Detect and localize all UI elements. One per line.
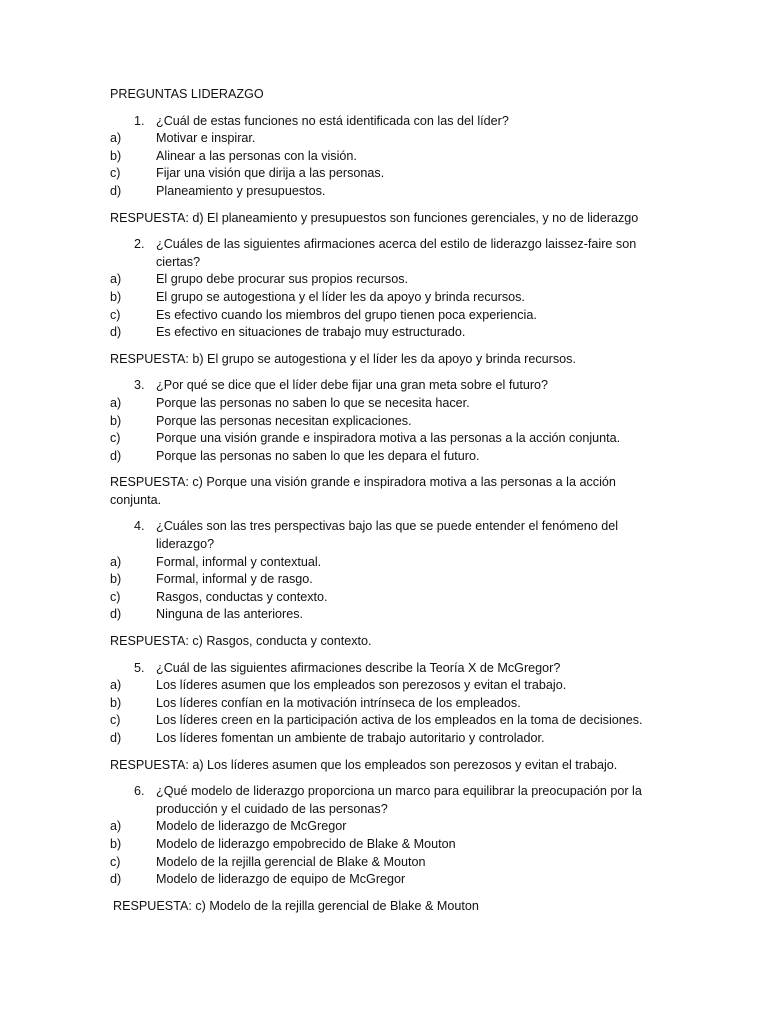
option-text: Formal, informal y contextual.	[156, 554, 322, 569]
document-title: PREGUNTAS LIDERAZGO	[110, 87, 264, 101]
question-text: ¿Por qué se dice que el líder debe fijar una gran meta sobre el futuro?	[156, 378, 549, 393]
option-letter: b)	[110, 695, 122, 710]
question-number: 1.	[134, 113, 145, 128]
question-text: ¿Qué modelo de liderazgo proporciona un marco para equilibrar la preocupación por la producción y el cuidado de las personas?	[156, 784, 642, 816]
option-letter: d)	[110, 607, 122, 622]
question-line	[110, 236, 670, 271]
option-text: El grupo se autogestiona y el líder les da apoyo y brinda recursos.	[156, 289, 525, 304]
question-line	[110, 518, 670, 553]
option-letter: c)	[110, 589, 121, 604]
option-line	[110, 271, 670, 289]
option-line	[110, 589, 670, 607]
option-text: Alinear a las personas con la visión.	[156, 148, 357, 163]
option-letter: d)	[110, 731, 122, 745]
option-letter: b)	[110, 836, 122, 851]
option-letter: a)	[110, 554, 122, 569]
option-text: Fijar una visión que dirija a las personas.	[156, 166, 385, 181]
question-line	[110, 377, 670, 395]
question-number: 4.	[134, 519, 145, 534]
option-line	[110, 836, 670, 854]
option-text: El grupo debe procurar sus propios recursos.	[156, 272, 409, 287]
option-letter: c)	[110, 307, 121, 322]
option-text: Los líderes confían en la motivación intrínseca de los empleados.	[156, 695, 521, 710]
option-letter: b)	[110, 289, 122, 304]
option-line	[110, 165, 670, 183]
option-line	[110, 324, 670, 342]
option-text: Los líderes fomentan un ambiente de trabajo autoritario y controlador.	[156, 731, 545, 745]
question-text: ¿Cuál de las siguientes afirmaciones describe la Teoría X de McGregor?	[156, 660, 561, 675]
option-line	[110, 606, 670, 624]
question-text: ¿Cuáles son las tres perspectivas bajo las que se puede entender el fenómeno del liderazgo?	[156, 519, 619, 552]
question-line	[110, 113, 670, 131]
question-block	[110, 783, 670, 915]
option-letter: d)	[110, 448, 122, 463]
option-letter: c)	[110, 166, 121, 181]
option-line	[110, 448, 670, 466]
option-letter: d)	[110, 325, 122, 340]
question-list	[110, 113, 670, 916]
option-line	[110, 130, 670, 148]
question-block	[110, 377, 670, 509]
answer-text: RESPUESTA: d) El planeamiento y presupuestos son funciones gerenciales, y no de liderazgo	[110, 210, 639, 225]
option-letter: b)	[110, 572, 122, 587]
option-letter: b)	[110, 413, 122, 428]
option-line	[110, 183, 670, 201]
option-text: Ninguna de las anteriores.	[156, 607, 304, 622]
option-line	[110, 854, 670, 872]
option-text: Los líderes creen en la participación activa de los empleados en la toma de decisiones.	[156, 713, 643, 728]
answer-text: RESPUESTA: c) Modelo de la rejilla gerencial de Blake & Mouton	[113, 898, 479, 913]
option-text: Los líderes asumen que los empleados son perezosos y evitan el trabajo.	[156, 678, 567, 693]
option-letter: a)	[110, 395, 122, 410]
question-number: 5.	[134, 660, 145, 675]
option-text: Porque las personas no saben lo que les depara el futuro.	[156, 448, 480, 463]
question-block	[110, 518, 670, 650]
option-text: Modelo de liderazgo de equipo de McGregor	[156, 872, 406, 887]
option-line	[110, 307, 670, 325]
option-text: Porque las personas necesitan explicaciones.	[156, 413, 412, 428]
question-text: ¿Cuál de estas funciones no está identificada con las del líder?	[156, 113, 509, 128]
option-letter: a)	[110, 131, 122, 146]
answer-text: RESPUESTA: c) Rasgos, conducta y contexto.	[110, 634, 372, 649]
option-line	[110, 395, 670, 413]
option-line	[110, 430, 670, 448]
question-line	[110, 783, 670, 818]
option-line	[110, 289, 670, 307]
answer-text: RESPUESTA: a) Los líderes asumen que los empleados son perezosos y evitan el trabajo.	[110, 757, 618, 772]
option-text: Modelo de liderazgo empobrecido de Blake & Mouton	[156, 836, 456, 851]
option-line	[110, 730, 670, 748]
option-text: Modelo de la rejilla gerencial de Blake & Mouton	[156, 854, 426, 869]
question-block	[110, 236, 670, 368]
option-text: Motivar e inspirar.	[156, 131, 256, 146]
option-text: Porque una visión grande e inspiradora motiva a las personas a la acción conjunta.	[156, 431, 621, 446]
option-text: Rasgos, conductas y contexto.	[156, 589, 328, 604]
option-letter: a)	[110, 272, 122, 287]
question-number: 3.	[134, 378, 145, 393]
option-text: Es efectivo cuando los miembros del grupo tienen poca experiencia.	[156, 307, 537, 322]
question-block	[110, 660, 670, 775]
question-text: ¿Cuáles de las siguientes afirmaciones acerca del estilo de liderazgo laissez-faire son ciertas?	[156, 237, 637, 269]
option-letter: c)	[110, 854, 121, 869]
answer-text: RESPUESTA: c) Porque una visión grande e inspiradora motiva a las personas a la acción conjunta.	[110, 475, 616, 507]
option-text: Modelo de liderazgo de McGregor	[156, 819, 347, 834]
option-letter: c)	[110, 431, 121, 446]
document-body	[110, 86, 670, 924]
option-line	[110, 818, 670, 836]
option-line	[110, 677, 670, 695]
option-letter: a)	[110, 678, 122, 693]
option-line	[110, 712, 670, 730]
option-letter: a)	[110, 819, 122, 834]
option-line	[110, 695, 670, 713]
question-number: 2.	[134, 237, 145, 252]
option-line	[110, 413, 670, 431]
option-letter: d)	[110, 183, 122, 198]
option-line	[110, 148, 670, 166]
option-letter: d)	[110, 872, 122, 887]
option-line	[110, 554, 670, 572]
question-number: 6.	[134, 784, 145, 799]
option-line	[110, 871, 670, 889]
option-line	[110, 571, 670, 589]
option-text: Es efectivo en situaciones de trabajo muy estructurado.	[156, 325, 466, 340]
option-text: Formal, informal y de rasgo.	[156, 572, 313, 587]
option-letter: b)	[110, 148, 122, 163]
option-letter: c)	[110, 713, 121, 728]
option-text: Planeamiento y presupuestos.	[156, 183, 326, 198]
answer-text: RESPUESTA: b) El grupo se autogestiona y el líder les da apoyo y brinda recursos.	[110, 351, 576, 366]
option-text: Porque las personas no saben lo que se necesita hacer.	[156, 395, 470, 410]
question-block	[110, 113, 670, 228]
question-line	[110, 660, 670, 678]
